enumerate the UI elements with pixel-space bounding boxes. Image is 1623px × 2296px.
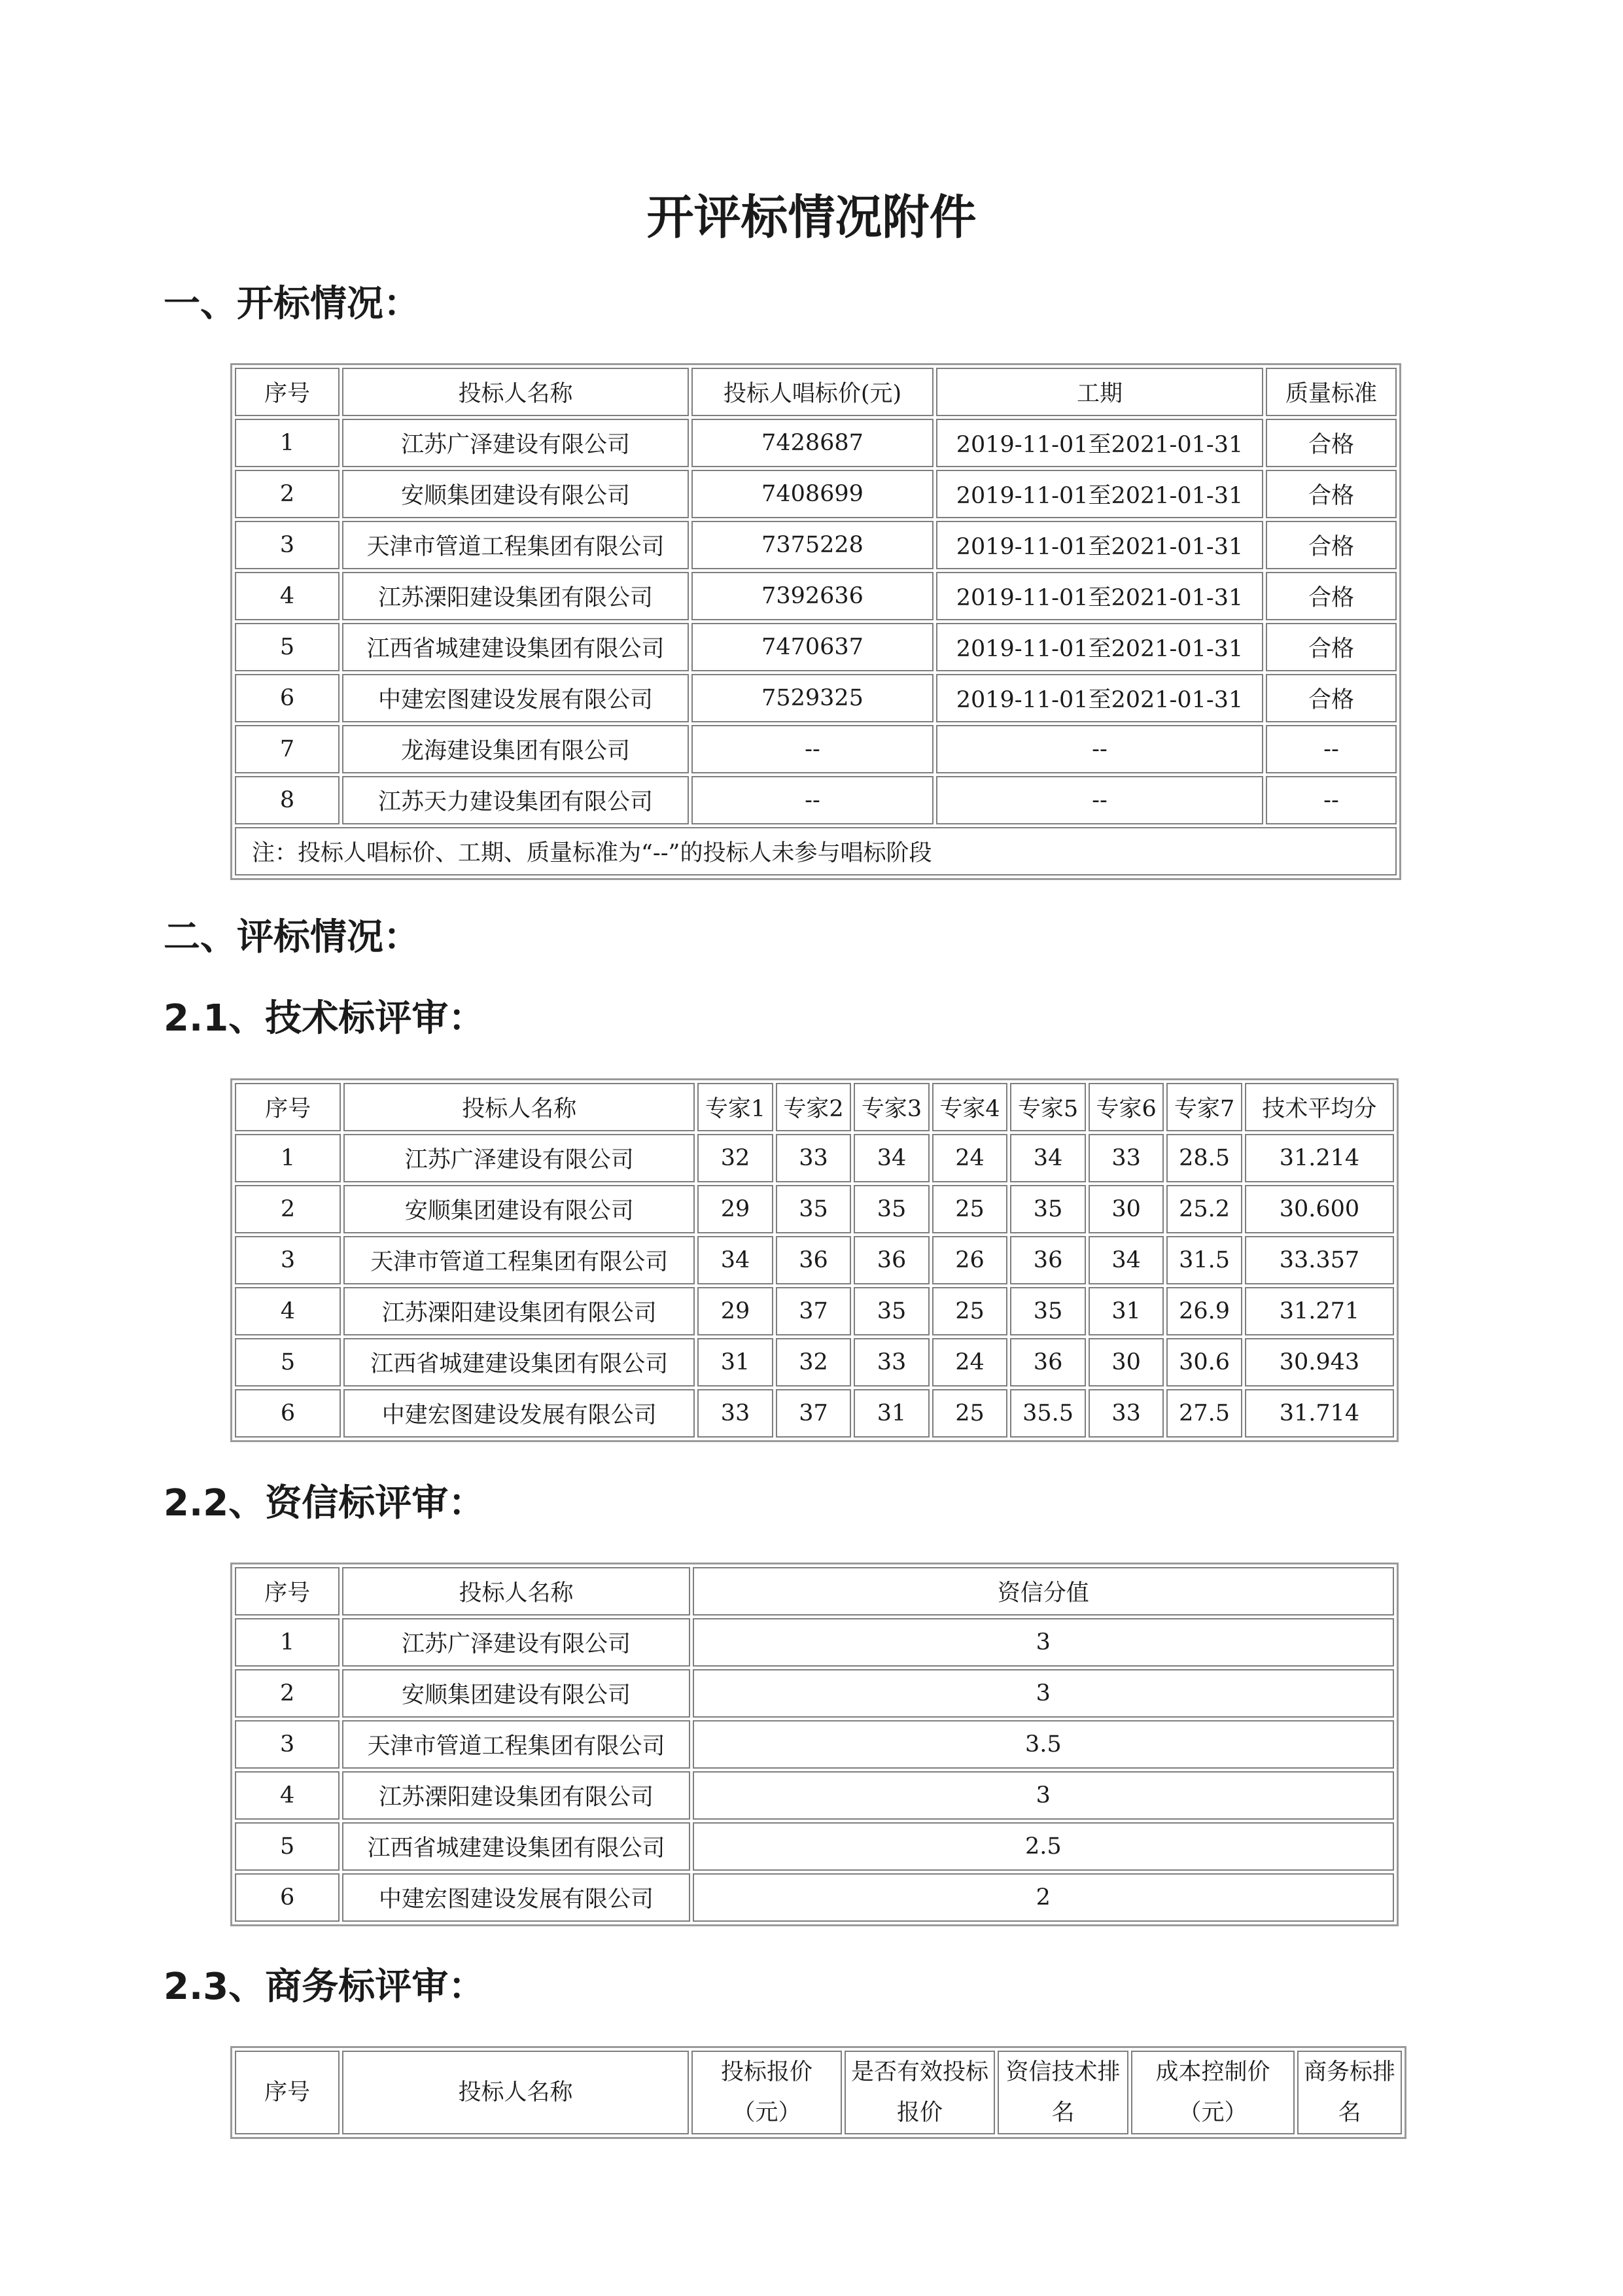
- cell: 34: [697, 1236, 773, 1284]
- cell: 安顺集团建设有限公司: [342, 470, 689, 518]
- cell: 江西省城建建设集团有限公司: [343, 1338, 695, 1386]
- table-row: [235, 623, 1397, 671]
- cell: 25.2: [1166, 1185, 1242, 1233]
- cell: 江西省城建建设集团有限公司: [342, 623, 689, 671]
- cell: 2019-11-01至2021-01-31: [936, 470, 1263, 518]
- commercial-review-table: [230, 2046, 1406, 2139]
- header-expert-2: 专家2: [776, 1083, 852, 1131]
- cell: 2: [235, 470, 340, 518]
- table-row: [235, 1771, 1394, 1820]
- cell: 35: [776, 1185, 852, 1233]
- cell: 天津市管道工程集团有限公司: [342, 1720, 689, 1769]
- cell: 31.214: [1245, 1134, 1394, 1182]
- cell: 35: [854, 1287, 930, 1335]
- header-expert-4: 专家4: [932, 1083, 1008, 1131]
- cell: 2019-11-01至2021-01-31: [936, 572, 1263, 620]
- header-index: 序号: [235, 368, 340, 416]
- table-row: [235, 725, 1397, 773]
- cell: 30: [1089, 1185, 1164, 1233]
- bid-opening-table: [230, 363, 1401, 880]
- cell: --: [691, 725, 934, 773]
- cell: 33: [1089, 1134, 1164, 1182]
- cell: 29: [697, 1287, 773, 1335]
- cell: 30.600: [1245, 1185, 1394, 1233]
- header-index: 序号: [235, 1083, 341, 1131]
- table-row: [235, 1389, 1394, 1438]
- cell: 32: [697, 1134, 773, 1182]
- header-credit-tech-rank: 资信技术排名: [998, 2051, 1128, 2134]
- cell: 3: [693, 1771, 1394, 1820]
- cell: 3: [235, 1720, 340, 1769]
- cell: 35: [1010, 1185, 1086, 1233]
- header-expert-3: 专家3: [854, 1083, 930, 1131]
- table-row: [235, 572, 1397, 620]
- cell: 合格: [1266, 521, 1397, 569]
- technical-review-table: [230, 1078, 1399, 1442]
- cell: 江苏溧阳建设集团有限公司: [343, 1287, 695, 1335]
- header-index: 序号: [235, 1567, 340, 1616]
- cell: 中建宏图建设发展有限公司: [342, 1873, 689, 1922]
- cell: 30.6: [1166, 1338, 1242, 1386]
- table-row: [235, 1134, 1394, 1182]
- section-heading-commercial: 2.3、商务标评审：: [164, 1966, 485, 2008]
- cell: 24: [932, 1338, 1008, 1386]
- cell: 26: [932, 1236, 1008, 1284]
- header-expert-5: 专家5: [1010, 1083, 1086, 1131]
- cell: 合格: [1266, 470, 1397, 518]
- cell: 龙海建设集团有限公司: [342, 725, 689, 773]
- table-row: [235, 1287, 1394, 1335]
- header-index: 序号: [235, 2051, 340, 2134]
- header-quality: 质量标准: [1266, 368, 1397, 416]
- cell: 31: [854, 1389, 930, 1438]
- cell: 3: [235, 1236, 341, 1284]
- table-note-row: [235, 827, 1397, 875]
- table-row: [235, 521, 1397, 569]
- header-bidder-name: 投标人名称: [343, 1083, 695, 1131]
- table-row: [235, 1236, 1394, 1284]
- header-commercial-rank: 商务标排名: [1297, 2051, 1402, 2134]
- header-bid-quote: 投标报价（元）: [691, 2051, 842, 2134]
- cell: 7: [235, 725, 340, 773]
- cell: 28.5: [1166, 1134, 1242, 1182]
- cell: 26.9: [1166, 1287, 1242, 1335]
- cell: 7375228: [691, 521, 934, 569]
- cell: 2: [235, 1185, 341, 1233]
- table-row: [235, 1669, 1394, 1718]
- cell: 31: [1089, 1287, 1164, 1335]
- cell: 中建宏图建设发展有限公司: [342, 674, 689, 722]
- cell: 2.5: [693, 1822, 1394, 1871]
- cell: 2019-11-01至2021-01-31: [936, 521, 1263, 569]
- cell: 1: [235, 1134, 341, 1182]
- cell: 7470637: [691, 623, 934, 671]
- table-row: [235, 776, 1397, 824]
- table-row: [235, 1185, 1394, 1233]
- table-row: [235, 1338, 1394, 1386]
- cell: 江苏溧阳建设集团有限公司: [342, 1771, 689, 1820]
- cell: 4: [235, 1287, 341, 1335]
- cell: 34: [1010, 1134, 1086, 1182]
- cell: 7529325: [691, 674, 934, 722]
- cell: 37: [776, 1287, 852, 1335]
- header-cost-control-price: 成本控制价（元）: [1131, 2051, 1295, 2134]
- cell: 24: [932, 1134, 1008, 1182]
- cell: 3: [693, 1618, 1394, 1667]
- cell: 合格: [1266, 419, 1397, 467]
- cell: 1: [235, 419, 340, 467]
- section-heading-technical: 2.1、技术标评审：: [164, 997, 485, 1040]
- cell: 7408699: [691, 470, 934, 518]
- table-row: [235, 1822, 1394, 1871]
- section-heading-bid-opening: 一、开标情况：: [164, 283, 420, 325]
- cell: 36: [1010, 1236, 1086, 1284]
- cell: 合格: [1266, 572, 1397, 620]
- cell: 31.714: [1245, 1389, 1394, 1438]
- cell: 29: [697, 1185, 773, 1233]
- cell: 天津市管道工程集团有限公司: [343, 1236, 695, 1284]
- cell: 江苏广泽建设有限公司: [342, 1618, 689, 1667]
- cell: 5: [235, 1822, 340, 1871]
- cell: 32: [776, 1338, 852, 1386]
- cell: 36: [1010, 1338, 1086, 1386]
- section-heading-credit: 2.2、资信标评审：: [164, 1482, 485, 1525]
- table-header-row: [235, 368, 1397, 416]
- header-expert-1: 专家1: [697, 1083, 773, 1131]
- cell: 江苏溧阳建设集团有限公司: [342, 572, 689, 620]
- header-valid-quote: 是否有效投标报价: [845, 2051, 995, 2134]
- cell: 3.5: [693, 1720, 1394, 1769]
- cell: 25: [932, 1287, 1008, 1335]
- credit-review-table: [230, 1563, 1399, 1926]
- cell: 34: [1089, 1236, 1164, 1284]
- cell: 35: [854, 1185, 930, 1233]
- cell: --: [936, 776, 1263, 824]
- header-duration: 工期: [936, 368, 1263, 416]
- cell: 5: [235, 1338, 341, 1386]
- page-title: 开评标情况附件: [646, 190, 977, 245]
- cell: 2019-11-01至2021-01-31: [936, 674, 1263, 722]
- cell: 安顺集团建设有限公司: [343, 1185, 695, 1233]
- cell: 34: [854, 1134, 930, 1182]
- cell: 25: [932, 1185, 1008, 1233]
- cell: 2019-11-01至2021-01-31: [936, 623, 1263, 671]
- cell: 2019-11-01至2021-01-31: [936, 419, 1263, 467]
- cell: 江苏广泽建设有限公司: [342, 419, 689, 467]
- cell: 31: [697, 1338, 773, 1386]
- cell: 4: [235, 572, 340, 620]
- cell: 31.5: [1166, 1236, 1242, 1284]
- cell: 6: [235, 1389, 341, 1438]
- header-bid-price: 投标人唱标价(元): [691, 368, 934, 416]
- cell: 江苏天力建设集团有限公司: [342, 776, 689, 824]
- table-row: [235, 470, 1397, 518]
- cell: 33: [1089, 1389, 1164, 1438]
- cell: 6: [235, 674, 340, 722]
- header-bidder-name: 投标人名称: [342, 368, 689, 416]
- cell: 安顺集团建设有限公司: [342, 1669, 689, 1718]
- table-header-row: [235, 1567, 1394, 1616]
- cell: 合格: [1266, 623, 1397, 671]
- table-header-row: [235, 1083, 1394, 1131]
- cell: 2: [693, 1873, 1394, 1922]
- cell: 中建宏图建设发展有限公司: [343, 1389, 695, 1438]
- table-row: [235, 419, 1397, 467]
- cell: 35: [1010, 1287, 1086, 1335]
- table-row: [235, 674, 1397, 722]
- cell: 3: [235, 521, 340, 569]
- header-bidder-name: 投标人名称: [342, 1567, 689, 1616]
- cell: 7392636: [691, 572, 934, 620]
- cell: 4: [235, 1771, 340, 1820]
- table-row: [235, 1618, 1394, 1667]
- cell: 7428687: [691, 419, 934, 467]
- cell: 33.357: [1245, 1236, 1394, 1284]
- cell: 30.943: [1245, 1338, 1394, 1386]
- header-expert-7: 专家7: [1166, 1083, 1242, 1131]
- cell: 35.5: [1010, 1389, 1086, 1438]
- cell: 36: [776, 1236, 852, 1284]
- cell: --: [936, 725, 1263, 773]
- cell: 27.5: [1166, 1389, 1242, 1438]
- cell: 1: [235, 1618, 340, 1667]
- cell: 36: [854, 1236, 930, 1284]
- table-note: 注：投标人唱标价、工期、质量标准为“--”的投标人未参与唱标阶段: [235, 827, 1397, 875]
- cell: 33: [776, 1134, 852, 1182]
- header-expert-6: 专家6: [1089, 1083, 1164, 1131]
- table-row: [235, 1873, 1394, 1922]
- cell: 江苏广泽建设有限公司: [343, 1134, 695, 1182]
- cell: 6: [235, 1873, 340, 1922]
- cell: --: [1266, 725, 1397, 773]
- table-header-row: [235, 2051, 1402, 2134]
- cell: 25: [932, 1389, 1008, 1438]
- cell: 5: [235, 623, 340, 671]
- cell: 2: [235, 1669, 340, 1718]
- cell: 30: [1089, 1338, 1164, 1386]
- cell: 33: [854, 1338, 930, 1386]
- cell: 天津市管道工程集团有限公司: [342, 521, 689, 569]
- cell: 合格: [1266, 674, 1397, 722]
- header-bidder-name: 投标人名称: [342, 2051, 689, 2134]
- cell: 8: [235, 776, 340, 824]
- header-credit-score: 资信分值: [693, 1567, 1394, 1616]
- cell: --: [691, 776, 934, 824]
- cell: 37: [776, 1389, 852, 1438]
- cell: 3: [693, 1669, 1394, 1718]
- cell: 31.271: [1245, 1287, 1394, 1335]
- cell: 江西省城建建设集团有限公司: [342, 1822, 689, 1871]
- cell: --: [1266, 776, 1397, 824]
- table-row: [235, 1720, 1394, 1769]
- cell: 33: [697, 1389, 773, 1438]
- section-heading-evaluation: 二、评标情况：: [164, 916, 420, 959]
- header-tech-average: 技术平均分: [1245, 1083, 1394, 1131]
